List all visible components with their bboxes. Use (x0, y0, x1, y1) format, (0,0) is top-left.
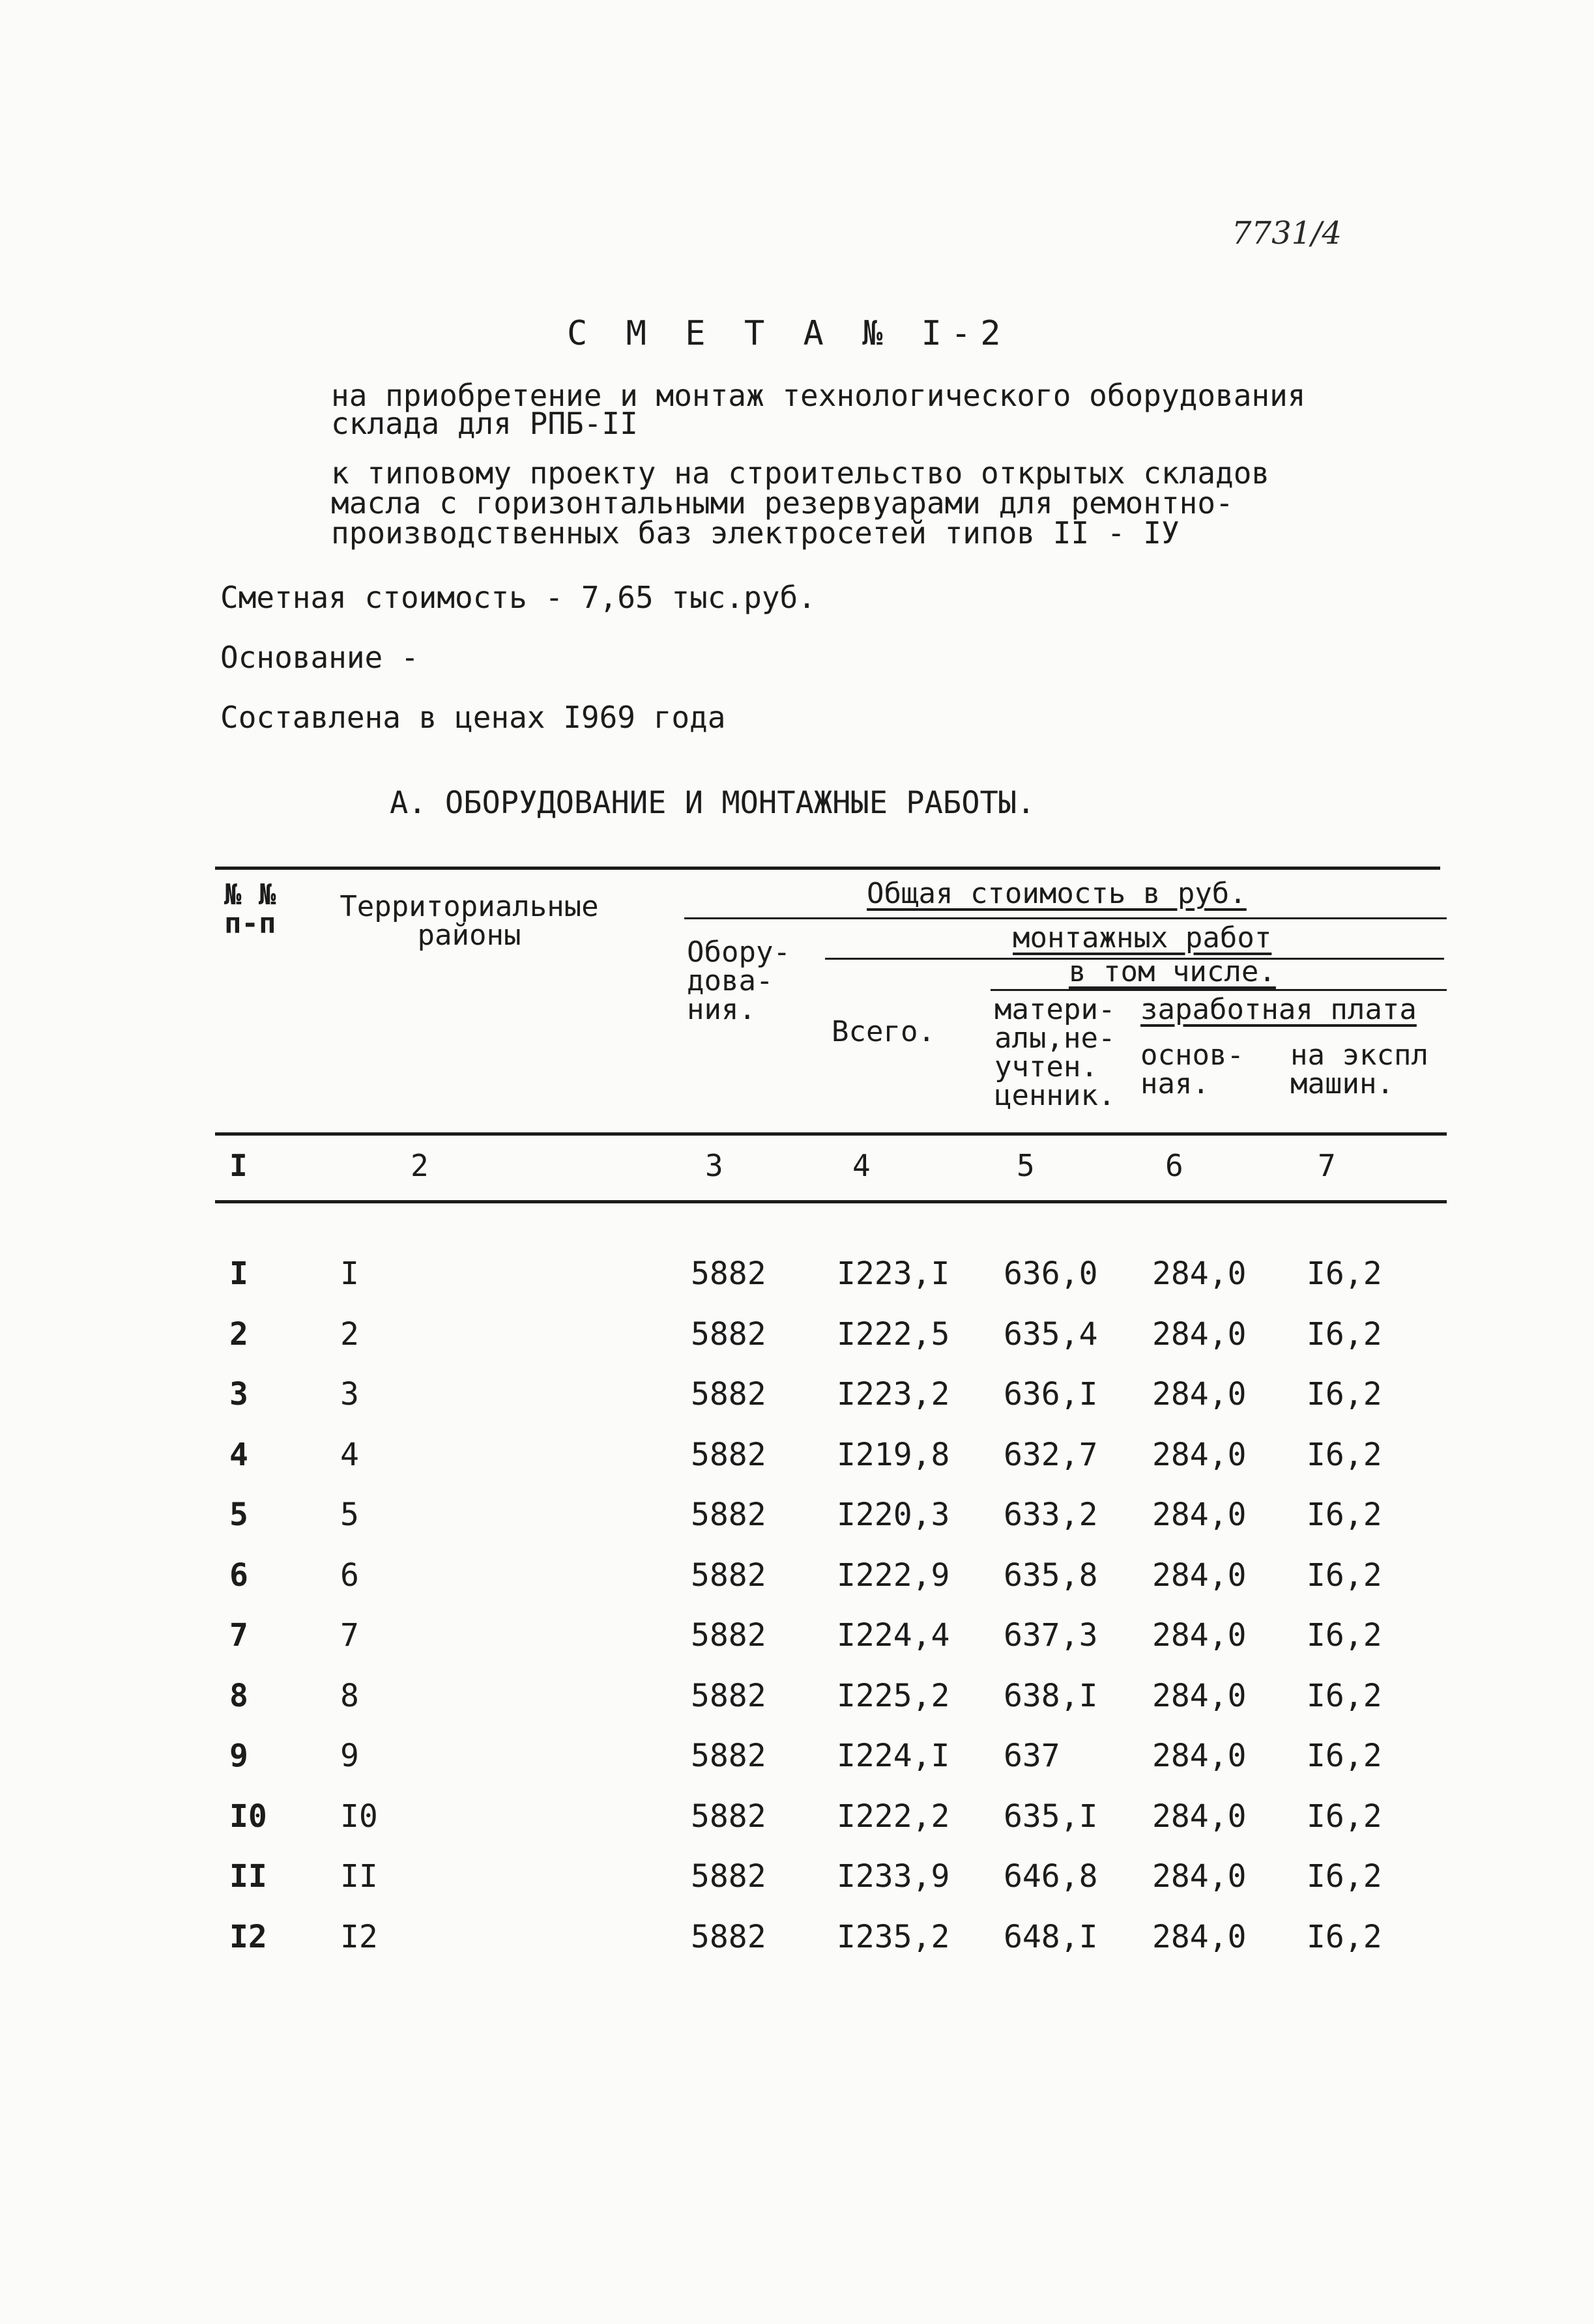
row-number: I2 (229, 1918, 267, 1955)
table-row (215, 1919, 1447, 1979)
header-total-cost: Общая стоимость в руб. (867, 877, 1247, 910)
row-total: I235,2 (837, 1918, 950, 1955)
row-machine-wage: I6,2 (1307, 1858, 1382, 1895)
row-region: 5 (340, 1497, 359, 1533)
header-including: в том числе. (1069, 955, 1276, 988)
row-total: I223,I (837, 1255, 950, 1292)
subtitle-line: производственных баз электросетей типов II - IУ (331, 515, 1180, 551)
header-region: Территориальные районы (340, 890, 599, 952)
row-equipment: 5882 (691, 1376, 766, 1413)
row-machine-wage: I6,2 (1307, 1918, 1382, 1955)
basis-line: Основание - (220, 640, 419, 675)
row-materials: 632,7 (1004, 1436, 1098, 1473)
column-number: 5 (1017, 1148, 1035, 1183)
column-number: 7 (1318, 1148, 1336, 1183)
column-number: I (229, 1148, 248, 1183)
section-title: А. ОБОРУДОВАНИЕ И МОНТАЖНЫЕ РАБОТЫ. (390, 785, 1036, 821)
header-equipment: Обору- дова- ния. (687, 936, 790, 1026)
row-equipment: 5882 (691, 1738, 766, 1774)
row-machine-wage: I6,2 (1307, 1738, 1382, 1774)
row-region: 6 (340, 1557, 359, 1594)
row-region: 9 (340, 1738, 359, 1774)
row-materials: 635,8 (1004, 1557, 1098, 1594)
row-number: I0 (229, 1798, 267, 1835)
row-region: I2 (340, 1918, 378, 1955)
table-row (215, 1738, 1447, 1798)
table-row (215, 1678, 1447, 1738)
row-basic-wage: 284,0 (1152, 1255, 1247, 1292)
row-number: 6 (229, 1557, 248, 1594)
row-machine-wage: I6,2 (1307, 1255, 1382, 1292)
row-total: I223,2 (837, 1376, 950, 1413)
row-number: 3 (229, 1376, 248, 1413)
row-total: I222,2 (837, 1798, 950, 1835)
table-row (215, 1316, 1447, 1376)
row-machine-wage: I6,2 (1307, 1315, 1382, 1353)
cost-table (215, 867, 1447, 2013)
row-machine-wage: I6,2 (1307, 1497, 1382, 1533)
header-materials: матери- алы,не- учтен. ценник. (994, 993, 1116, 1112)
document-title: С М Е Т А № I-2 (567, 314, 1010, 353)
header-wages: заработная плата (1140, 993, 1417, 1026)
column-number: 4 (852, 1148, 871, 1183)
row-equipment: 5882 (691, 1918, 766, 1955)
subtitle-line: склада для РПБ-II (331, 406, 638, 441)
table-row (215, 1617, 1447, 1677)
header-num: № № п-п (224, 878, 276, 940)
row-equipment: 5882 (691, 1255, 766, 1292)
row-machine-wage: I6,2 (1307, 1557, 1382, 1594)
row-number: 5 (229, 1497, 248, 1533)
row-equipment: 5882 (691, 1436, 766, 1473)
row-equipment: 5882 (691, 1315, 766, 1353)
header-machines: на экспл машин. (1290, 1039, 1428, 1100)
row-equipment: 5882 (691, 1497, 766, 1533)
row-materials: 638,I (1004, 1677, 1098, 1714)
row-region: 7 (340, 1617, 359, 1654)
row-number: 9 (229, 1738, 248, 1774)
subtitle-line: масла с горизонтальными резервуарами для ремонтно- (331, 485, 1234, 521)
column-number: 3 (705, 1148, 723, 1183)
prices-line: Составлена в ценах I969 года (220, 700, 726, 735)
row-total: I224,4 (837, 1617, 950, 1654)
row-total: I225,2 (837, 1677, 950, 1714)
row-basic-wage: 284,0 (1152, 1315, 1247, 1353)
row-materials: 635,4 (1004, 1315, 1098, 1353)
row-materials: 648,I (1004, 1918, 1098, 1955)
row-basic-wage: 284,0 (1152, 1376, 1247, 1413)
row-equipment: 5882 (691, 1677, 766, 1714)
row-machine-wage: I6,2 (1307, 1798, 1382, 1835)
header-basic: основ- ная. (1140, 1039, 1244, 1100)
row-equipment: 5882 (691, 1798, 766, 1835)
row-machine-wage: I6,2 (1307, 1677, 1382, 1714)
estimated-cost: Сметная стоимость - 7,65 тыс.руб. (220, 580, 816, 615)
row-basic-wage: 284,0 (1152, 1798, 1247, 1835)
row-basic-wage: 284,0 (1152, 1557, 1247, 1594)
row-materials: 636,I (1004, 1376, 1098, 1413)
table-row (215, 1437, 1447, 1497)
row-number: II (229, 1858, 267, 1895)
row-region: 8 (340, 1677, 359, 1714)
document-number: 7731/4 (1232, 215, 1342, 251)
header-installation: монтажных работ (1013, 921, 1272, 954)
row-equipment: 5882 (691, 1557, 766, 1594)
row-equipment: 5882 (691, 1617, 766, 1654)
row-machine-wage: I6,2 (1307, 1617, 1382, 1654)
row-materials: 636,0 (1004, 1255, 1098, 1292)
row-region: I0 (340, 1798, 378, 1835)
row-equipment: 5882 (691, 1858, 766, 1895)
column-number: 2 (411, 1148, 429, 1183)
row-number: 4 (229, 1436, 248, 1473)
row-materials: 646,8 (1004, 1858, 1098, 1895)
row-total: I233,9 (837, 1858, 950, 1895)
row-total: I219,8 (837, 1436, 950, 1473)
row-region: 2 (340, 1315, 359, 1353)
table-row (215, 1557, 1447, 1617)
row-materials: 633,2 (1004, 1497, 1098, 1533)
subtitle-line: к типовому проекту на строительство открытых складов (331, 455, 1270, 491)
row-total: I220,3 (837, 1497, 950, 1533)
row-region: I (340, 1255, 359, 1292)
row-region: 3 (340, 1376, 359, 1413)
row-basic-wage: 284,0 (1152, 1617, 1247, 1654)
row-number: I (229, 1255, 248, 1292)
row-region: 4 (340, 1436, 359, 1473)
row-materials: 635,I (1004, 1798, 1098, 1835)
row-region: II (340, 1858, 378, 1895)
row-total: I224,I (837, 1738, 950, 1774)
table-row (215, 1798, 1447, 1858)
table-row (215, 1858, 1447, 1918)
row-total: I222,5 (837, 1315, 950, 1353)
row-number: 7 (229, 1617, 248, 1654)
subtitle-line: на приобретение и монтаж технологического оборудования (331, 378, 1306, 413)
row-basic-wage: 284,0 (1152, 1677, 1247, 1714)
row-basic-wage: 284,0 (1152, 1738, 1247, 1774)
row-machine-wage: I6,2 (1307, 1376, 1382, 1413)
row-basic-wage: 284,0 (1152, 1918, 1247, 1955)
row-basic-wage: 284,0 (1152, 1497, 1247, 1533)
column-number: 6 (1165, 1148, 1183, 1183)
row-number: 2 (229, 1315, 248, 1353)
table-row (215, 1255, 1447, 1315)
row-total: I222,9 (837, 1557, 950, 1594)
table-row (215, 1376, 1447, 1436)
row-materials: 637,3 (1004, 1617, 1098, 1654)
row-machine-wage: I6,2 (1307, 1436, 1382, 1473)
row-basic-wage: 284,0 (1152, 1858, 1247, 1895)
header-all: Всего. (832, 1015, 935, 1048)
table-row (215, 1497, 1447, 1557)
row-basic-wage: 284,0 (1152, 1436, 1247, 1473)
row-number: 8 (229, 1677, 248, 1714)
row-materials: 637 (1004, 1738, 1060, 1774)
